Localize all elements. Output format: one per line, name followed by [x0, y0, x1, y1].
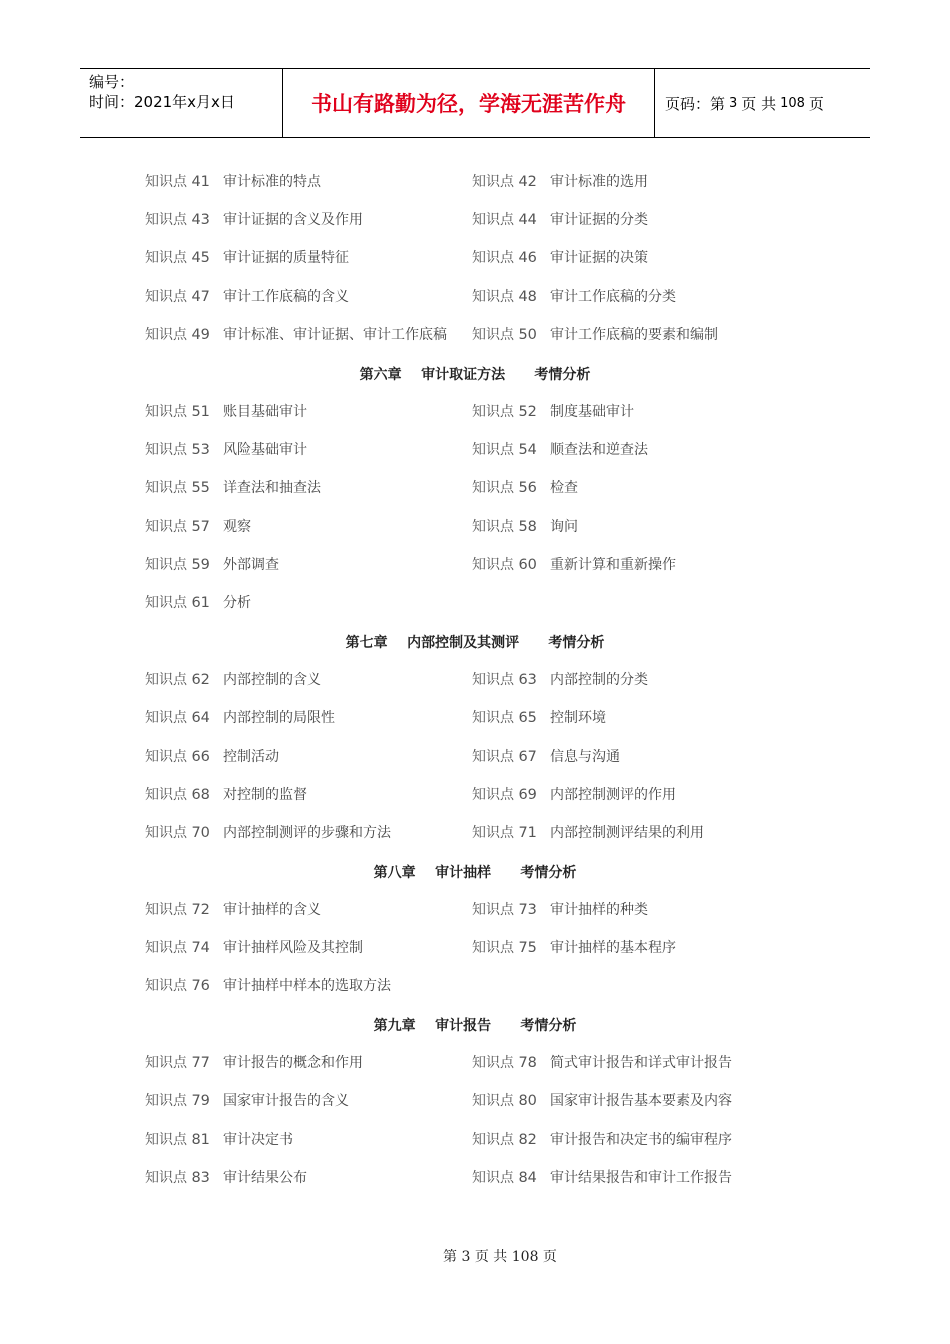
knowledge-point-number: 59 [191, 557, 210, 573]
toc-row [0, 822, 950, 842]
knowledge-point-number: 56 [518, 480, 537, 496]
knowledge-point-left [145, 899, 321, 919]
knowledge-point-label [145, 439, 223, 459]
knowledge-point-label [145, 784, 223, 804]
knowledge-point-prefix: 知识点 [472, 557, 514, 573]
knowledge-point-prefix: 知识点 [145, 672, 187, 688]
knowledge-point-left [145, 937, 363, 957]
knowledge-point-prefix: 知识点 [145, 749, 187, 765]
knowledge-point-label [472, 669, 550, 689]
knowledge-point-right [472, 324, 718, 344]
knowledge-point-number: 51 [191, 404, 210, 420]
knowledge-point-label [145, 975, 223, 995]
knowledge-point-title: 账目基础审计 [223, 404, 307, 420]
knowledge-point-prefix: 知识点 [472, 902, 514, 918]
knowledge-point-right [472, 171, 648, 191]
knowledge-point-number: 78 [518, 1055, 537, 1071]
knowledge-point-label [145, 324, 223, 344]
page-current: 3 [729, 95, 738, 111]
knowledge-point-title: 内部控制的分类 [550, 672, 648, 688]
knowledge-point-label [472, 516, 550, 536]
knowledge-point-prefix: 知识点 [145, 902, 187, 918]
knowledge-point-number: 49 [191, 327, 210, 343]
knowledge-point-left [145, 554, 279, 574]
knowledge-point-prefix: 知识点 [145, 595, 187, 611]
toc-row [0, 784, 950, 804]
knowledge-point-number: 47 [191, 289, 210, 305]
chapter-heading [0, 364, 950, 384]
knowledge-point-number: 66 [191, 749, 210, 765]
knowledge-point-number: 67 [518, 749, 537, 765]
knowledge-point-left [145, 592, 251, 612]
toc-row [0, 477, 950, 497]
knowledge-point-number: 44 [518, 212, 537, 228]
knowledge-point-title: 询问 [550, 519, 578, 535]
toc-row [0, 937, 950, 957]
knowledge-point-label [145, 1129, 223, 1149]
chapter-heading-text: 第九章 审计报告 考情分析 [373, 1018, 577, 1034]
toc-row [0, 286, 950, 306]
knowledge-point-prefix: 知识点 [472, 1055, 514, 1071]
knowledge-point-left [145, 324, 447, 344]
knowledge-point-title: 风险基础审计 [223, 442, 307, 458]
chapter-heading [0, 1015, 950, 1035]
header-page-info [655, 69, 870, 137]
knowledge-point-title: 详查法和抽查法 [223, 480, 321, 496]
knowledge-point-prefix: 知识点 [472, 442, 514, 458]
toc-row [0, 554, 950, 574]
knowledge-point-left [145, 1129, 293, 1149]
knowledge-point-label [145, 477, 223, 497]
knowledge-point-right [472, 937, 676, 957]
knowledge-point-right [472, 899, 648, 919]
knowledge-point-number: 52 [518, 404, 537, 420]
toc-row [0, 899, 950, 919]
knowledge-point-prefix: 知识点 [472, 1093, 514, 1109]
toc-row [0, 975, 950, 995]
knowledge-point-label [472, 247, 550, 267]
knowledge-point-prefix: 知识点 [472, 519, 514, 535]
knowledge-point-title: 内部控制测评的作用 [550, 787, 676, 803]
knowledge-point-number: 42 [518, 174, 537, 190]
knowledge-point-prefix: 知识点 [145, 1093, 187, 1109]
knowledge-point-prefix: 知识点 [472, 1170, 514, 1186]
knowledge-point-label [145, 707, 223, 727]
knowledge-point-right [472, 554, 676, 574]
page-mid: 页 共 [741, 94, 777, 113]
knowledge-point-right [472, 401, 634, 421]
knowledge-point-right [472, 822, 704, 842]
toc-row [0, 669, 950, 689]
toc-row [0, 247, 950, 267]
knowledge-point-number: 72 [191, 902, 210, 918]
knowledge-point-prefix: 知识点 [145, 404, 187, 420]
knowledge-point-label [145, 247, 223, 267]
knowledge-point-label [145, 1167, 223, 1187]
knowledge-point-prefix: 知识点 [472, 250, 514, 266]
knowledge-point-number: 79 [191, 1093, 210, 1109]
knowledge-point-title: 审计抽样风险及其控制 [223, 940, 363, 956]
knowledge-point-prefix: 知识点 [472, 749, 514, 765]
knowledge-point-number: 50 [518, 327, 537, 343]
knowledge-point-label [472, 286, 550, 306]
knowledge-point-label [145, 1052, 223, 1072]
knowledge-point-label [145, 822, 223, 842]
toc-row [0, 1167, 950, 1187]
chapter-heading-text: 第八章 审计抽样 考情分析 [373, 865, 577, 881]
knowledge-point-title: 审计证据的分类 [550, 212, 648, 228]
knowledge-point-title: 审计工作底稿的分类 [550, 289, 676, 305]
knowledge-point-label [472, 746, 550, 766]
knowledge-point-right [472, 669, 648, 689]
knowledge-point-title: 内部控制的局限性 [223, 710, 335, 726]
knowledge-point-prefix: 知识点 [472, 787, 514, 803]
knowledge-point-number: 77 [191, 1055, 210, 1071]
knowledge-point-right [472, 209, 648, 229]
knowledge-point-title: 审计工作底稿的要素和编制 [550, 327, 718, 343]
knowledge-point-title: 内部控制的含义 [223, 672, 321, 688]
knowledge-point-prefix: 知识点 [472, 174, 514, 190]
knowledge-point-left [145, 784, 307, 804]
knowledge-point-number: 46 [518, 250, 537, 266]
knowledge-point-prefix: 知识点 [145, 978, 187, 994]
knowledge-point-prefix: 知识点 [472, 289, 514, 305]
knowledge-point-title: 外部调查 [223, 557, 279, 573]
page-end: 页 [808, 94, 824, 113]
knowledge-point-prefix: 知识点 [145, 710, 187, 726]
toc-row [0, 516, 950, 536]
knowledge-point-number: 60 [518, 557, 537, 573]
knowledge-point-title: 审计证据的决策 [550, 250, 648, 266]
knowledge-point-title: 对控制的监督 [223, 787, 307, 803]
knowledge-point-title: 审计抽样的含义 [223, 902, 321, 918]
knowledge-point-prefix: 知识点 [145, 825, 187, 841]
knowledge-point-prefix: 知识点 [472, 672, 514, 688]
knowledge-point-number: 43 [191, 212, 210, 228]
knowledge-point-title: 控制环境 [550, 710, 606, 726]
page-total: 108 [780, 95, 805, 111]
knowledge-point-left [145, 1090, 349, 1110]
knowledge-point-prefix: 知识点 [145, 940, 187, 956]
knowledge-point-left [145, 247, 349, 267]
knowledge-point-number: 64 [191, 710, 210, 726]
knowledge-point-title: 信息与沟通 [550, 749, 620, 765]
knowledge-point-right [472, 439, 648, 459]
knowledge-point-number: 58 [518, 519, 537, 535]
toc-row [0, 1090, 950, 1110]
knowledge-point-title: 国家审计报告基本要素及内容 [550, 1093, 732, 1109]
knowledge-point-right [472, 1167, 732, 1187]
knowledge-point-title: 内部控制测评结果的利用 [550, 825, 704, 841]
knowledge-point-prefix: 知识点 [145, 442, 187, 458]
knowledge-point-prefix: 知识点 [145, 250, 187, 266]
knowledge-point-number: 48 [518, 289, 537, 305]
knowledge-point-prefix: 知识点 [145, 174, 187, 190]
knowledge-point-label [145, 592, 223, 612]
knowledge-point-title: 观察 [223, 519, 251, 535]
page-label: 页码：第 [665, 94, 726, 113]
knowledge-point-number: 73 [518, 902, 537, 918]
knowledge-point-label [472, 1090, 550, 1110]
knowledge-point-label [472, 784, 550, 804]
knowledge-point-number: 83 [191, 1170, 210, 1186]
knowledge-point-number: 63 [518, 672, 537, 688]
knowledge-point-label [145, 554, 223, 574]
knowledge-point-title: 内部控制测评的步骤和方法 [223, 825, 391, 841]
knowledge-point-number: 54 [518, 442, 537, 458]
knowledge-point-number: 81 [191, 1132, 210, 1148]
knowledge-point-number: 69 [518, 787, 537, 803]
knowledge-point-prefix: 知识点 [145, 327, 187, 343]
knowledge-point-number: 68 [191, 787, 210, 803]
chapter-heading [0, 862, 950, 882]
header-motto: 书山有路勤为径，学海无涯苦作舟 [282, 69, 655, 137]
knowledge-point-prefix: 知识点 [145, 289, 187, 305]
knowledge-point-number: 74 [191, 940, 210, 956]
knowledge-point-label [472, 209, 550, 229]
knowledge-point-prefix: 知识点 [472, 710, 514, 726]
knowledge-point-label [472, 324, 550, 344]
knowledge-point-right [472, 516, 578, 536]
knowledge-point-left [145, 669, 321, 689]
knowledge-point-label [472, 707, 550, 727]
knowledge-point-prefix: 知识点 [472, 404, 514, 420]
page-footer: 第 3 页 共 108 页 [443, 1249, 557, 1265]
knowledge-point-label [472, 1129, 550, 1149]
knowledge-point-prefix: 知识点 [472, 1132, 514, 1148]
knowledge-point-left [145, 822, 391, 842]
knowledge-point-prefix: 知识点 [145, 787, 187, 803]
knowledge-point-title: 制度基础审计 [550, 404, 634, 420]
knowledge-point-left [145, 171, 321, 191]
toc-row [0, 171, 950, 191]
knowledge-point-prefix: 知识点 [145, 1055, 187, 1071]
knowledge-point-label [145, 937, 223, 957]
number-label: 编号： [89, 73, 135, 91]
knowledge-point-label [472, 822, 550, 842]
knowledge-point-title: 审计标准的选用 [550, 174, 648, 190]
knowledge-point-number: 76 [191, 978, 210, 994]
knowledge-point-label [145, 401, 223, 421]
knowledge-point-title: 审计证据的质量特征 [223, 250, 349, 266]
knowledge-point-number: 53 [191, 442, 210, 458]
knowledge-point-title: 审计工作底稿的含义 [223, 289, 349, 305]
knowledge-point-label [472, 899, 550, 919]
knowledge-point-left [145, 401, 307, 421]
knowledge-point-number: 71 [518, 825, 537, 841]
toc-row [0, 1052, 950, 1072]
knowledge-point-title: 审计抽样中样本的选取方法 [223, 978, 391, 994]
knowledge-point-label [145, 746, 223, 766]
toc-row [0, 1129, 950, 1149]
knowledge-point-right [472, 1129, 732, 1149]
knowledge-point-number: 55 [191, 480, 210, 496]
knowledge-point-right [472, 286, 676, 306]
knowledge-point-prefix: 知识点 [145, 1132, 187, 1148]
knowledge-point-label [145, 669, 223, 689]
knowledge-point-label [145, 286, 223, 306]
knowledge-point-right [472, 746, 620, 766]
knowledge-point-title: 审计结果公布 [223, 1170, 307, 1186]
knowledge-point-number: 82 [518, 1132, 537, 1148]
knowledge-point-title: 重新计算和重新操作 [550, 557, 676, 573]
knowledge-point-right [472, 247, 648, 267]
knowledge-point-right [472, 1090, 732, 1110]
chapter-heading-text: 第六章 审计取证方法 考情分析 [359, 367, 591, 383]
knowledge-point-title: 国家审计报告的含义 [223, 1093, 349, 1109]
knowledge-point-left [145, 477, 321, 497]
knowledge-point-label [145, 1090, 223, 1110]
knowledge-point-label [472, 1167, 550, 1187]
knowledge-point-label [145, 209, 223, 229]
header-meta [80, 69, 282, 137]
knowledge-point-label [145, 516, 223, 536]
knowledge-point-left [145, 746, 279, 766]
knowledge-point-title: 审计标准的特点 [223, 174, 321, 190]
toc-row [0, 746, 950, 766]
knowledge-point-number: 80 [518, 1093, 537, 1109]
knowledge-point-prefix: 知识点 [472, 940, 514, 956]
knowledge-point-title: 审计证据的含义及作用 [223, 212, 363, 228]
knowledge-point-left [145, 286, 349, 306]
knowledge-point-label [472, 1052, 550, 1072]
knowledge-point-title: 顺查法和逆查法 [550, 442, 648, 458]
knowledge-point-right [472, 784, 676, 804]
knowledge-point-prefix: 知识点 [145, 557, 187, 573]
knowledge-point-left [145, 439, 307, 459]
page-header [80, 68, 870, 138]
knowledge-point-title: 分析 [223, 595, 251, 611]
knowledge-point-number: 65 [518, 710, 537, 726]
knowledge-point-number: 62 [191, 672, 210, 688]
knowledge-point-left [145, 1052, 363, 1072]
knowledge-point-prefix: 知识点 [472, 480, 514, 496]
chapter-heading [0, 632, 950, 652]
knowledge-point-prefix: 知识点 [472, 825, 514, 841]
time-label: 时间：2021年x月x日 [89, 93, 235, 111]
knowledge-point-prefix: 知识点 [472, 212, 514, 228]
knowledge-point-number: 45 [191, 250, 210, 266]
knowledge-point-label [472, 477, 550, 497]
knowledge-point-number: 61 [191, 595, 210, 611]
knowledge-point-label [472, 937, 550, 957]
knowledge-point-right [472, 1052, 732, 1072]
knowledge-point-left [145, 707, 335, 727]
knowledge-point-title: 审计抽样的基本程序 [550, 940, 676, 956]
knowledge-point-prefix: 知识点 [145, 519, 187, 535]
knowledge-point-prefix: 知识点 [145, 1170, 187, 1186]
knowledge-point-title: 检查 [550, 480, 578, 496]
knowledge-point-title: 审计标准、审计证据、审计工作底稿 [223, 327, 447, 343]
knowledge-point-title: 简式审计报告和详式审计报告 [550, 1055, 732, 1071]
knowledge-point-left [145, 516, 251, 536]
knowledge-point-label [145, 899, 223, 919]
knowledge-point-title: 审计决定书 [223, 1132, 293, 1148]
knowledge-point-title: 审计结果报告和审计工作报告 [550, 1170, 732, 1186]
knowledge-point-prefix: 知识点 [472, 327, 514, 343]
toc-row [0, 707, 950, 727]
knowledge-point-number: 70 [191, 825, 210, 841]
knowledge-point-left [145, 209, 363, 229]
knowledge-point-title: 审计报告的概念和作用 [223, 1055, 363, 1071]
knowledge-point-right [472, 477, 578, 497]
knowledge-point-label [472, 401, 550, 421]
knowledge-point-number: 84 [518, 1170, 537, 1186]
chapter-heading-text: 第七章 内部控制及其测评 考情分析 [345, 635, 605, 651]
toc-row [0, 401, 950, 421]
knowledge-point-left [145, 975, 391, 995]
knowledge-point-number: 57 [191, 519, 210, 535]
toc-row [0, 592, 950, 612]
toc-row [0, 324, 950, 344]
toc-row [0, 209, 950, 229]
knowledge-point-number: 75 [518, 940, 537, 956]
knowledge-point-left [145, 1167, 307, 1187]
knowledge-point-number: 41 [191, 174, 210, 190]
knowledge-point-label [472, 171, 550, 191]
knowledge-point-prefix: 知识点 [145, 480, 187, 496]
knowledge-point-label [472, 554, 550, 574]
toc-row [0, 439, 950, 459]
knowledge-point-prefix: 知识点 [145, 212, 187, 228]
knowledge-point-title: 审计报告和决定书的编审程序 [550, 1132, 732, 1148]
knowledge-point-title: 审计抽样的种类 [550, 902, 648, 918]
knowledge-point-label [145, 171, 223, 191]
knowledge-point-title: 控制活动 [223, 749, 279, 765]
knowledge-point-label [472, 439, 550, 459]
knowledge-point-right [472, 707, 606, 727]
